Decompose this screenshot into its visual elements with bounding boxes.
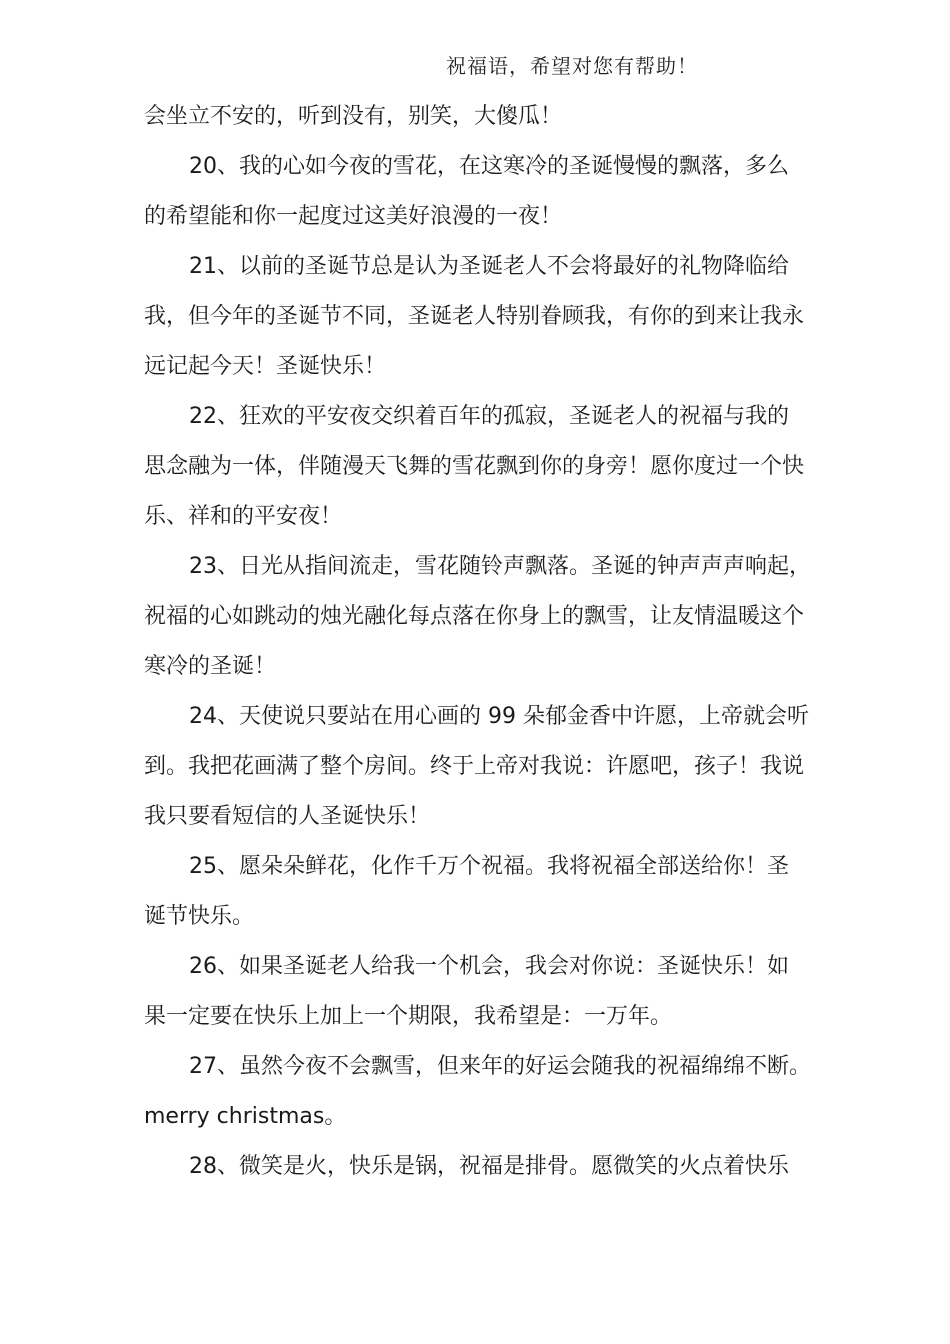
text-line: 寒冷的圣诞！ xyxy=(144,654,277,679)
text-line: 思念融为一体，伴随漫天飞舞的雪花飘到你的身旁！愿你度过一个快 xyxy=(144,454,805,479)
text-line: 28、微笑是火，快乐是锅，祝福是排骨。愿微笑的火点着快乐 xyxy=(189,1154,789,1179)
text-line: 22、狂欢的平安夜交织着百年的孤寂，圣诞老人的祝福与我的 xyxy=(189,404,789,429)
text-line: 乐、祥和的平安夜！ xyxy=(144,504,343,529)
text-line: 我，但今年的圣诞节不同，圣诞老人特别眷顾我，有你的到来让我永 xyxy=(144,304,805,329)
text-line: 的希望能和你一起度过这美好浪漫的一夜！ xyxy=(144,204,563,229)
text-line: 26、如果圣诞老人给我一个机会，我会对你说：圣诞快乐！如 xyxy=(189,954,789,979)
text-line: 我只要看短信的人圣诞快乐！ xyxy=(144,804,431,829)
document-body xyxy=(144,92,820,1192)
text-line: 远记起今天！圣诞快乐！ xyxy=(144,354,387,379)
text-line: 24、天使说只要站在用心画的 99 朵郁金香中许愿，上帝就会听 xyxy=(189,704,809,729)
text-line: 到。我把花画满了整个房间。终于上帝对我说：许愿吧，孩子！我说 xyxy=(144,754,805,779)
text-line: 21、以前的圣诞节总是认为圣诞老人不会将最好的礼物降临给 xyxy=(189,254,789,279)
page-header: 祝福语，希望对您有帮助！ xyxy=(446,54,698,78)
text-line: 会坐立不安的，听到没有，别笑，大傻瓜！ xyxy=(144,104,563,129)
text-line: 27、虽然今夜不会飘雪，但来年的好运会随我的祝福绵绵不断。 xyxy=(189,1054,811,1079)
text-line: 20、我的心如今夜的雪花，在这寒冷的圣诞慢慢的飘落，多么 xyxy=(189,154,789,179)
text-line: 23、日光从指间流走，雪花随铃声飘落。圣诞的钟声声声响起， xyxy=(189,554,811,579)
text-line: 祝福的心如跳动的烛光融化每点落在你身上的飘雪，让友情温暖这个 xyxy=(144,604,805,629)
text-line: 25、愿朵朵鲜花，化作千万个祝福。我将祝福全部送给你！圣 xyxy=(189,854,789,879)
text-line: 诞节快乐。 xyxy=(144,904,255,929)
text-line: 果一定要在快乐上加上一个期限，我希望是：一万年。 xyxy=(144,1004,673,1029)
text-line: merry christmas。 xyxy=(144,1104,347,1129)
